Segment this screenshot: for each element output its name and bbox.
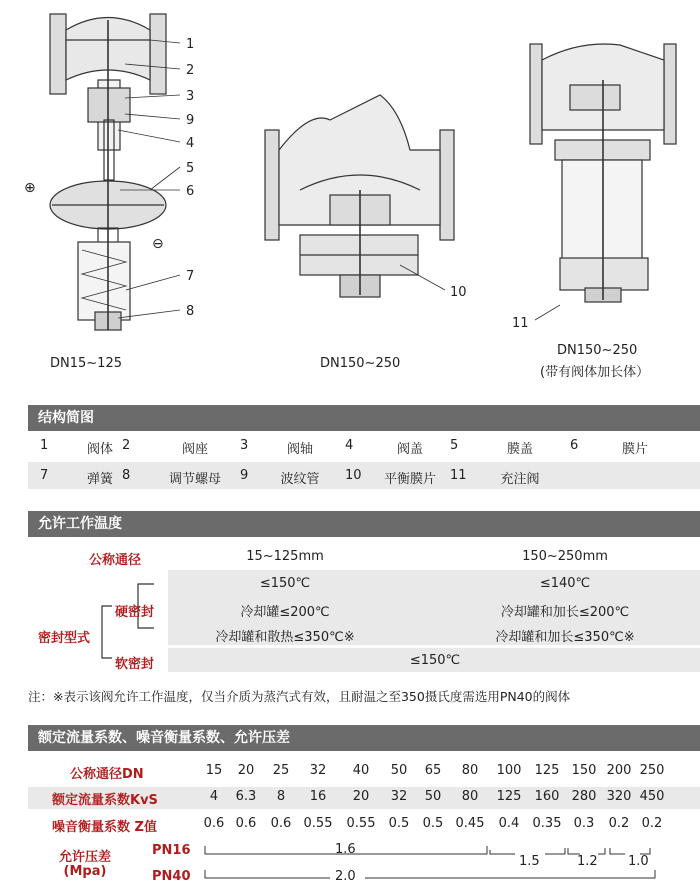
callout-4: 4: [186, 136, 195, 151]
dn-cell: 80: [461, 763, 479, 778]
z-cell: 0.2: [641, 816, 663, 831]
dn-cell: 200: [606, 763, 632, 778]
minus-symbol: ⊖: [152, 236, 164, 252]
kvs-cell: 80: [461, 789, 479, 804]
plus-symbol: ⊕: [24, 180, 36, 196]
pn40-label: PN40: [152, 869, 191, 884]
z-cell: 0.35: [532, 816, 562, 831]
kvs-label: 额定流量系数KvS: [52, 793, 158, 808]
flow-title: 额定流量系数、噪音衡量系数、允许压差: [28, 725, 700, 751]
part-number: 7: [40, 468, 49, 483]
callout-9: 9: [186, 113, 195, 128]
pn16-val-1: 1.6: [335, 842, 356, 857]
dn-cell: 125: [534, 763, 560, 778]
kvs-cell: 32: [390, 789, 408, 804]
callout-5: 5: [186, 161, 195, 176]
dn-cell: 100: [496, 763, 522, 778]
pn16-val-2: 1.5: [519, 854, 540, 869]
part-number: 3: [240, 438, 249, 453]
valve-dn150-250-drawing: [265, 95, 454, 297]
part-name: 平衡膜片: [383, 472, 436, 487]
z-label: 噪音衡量系数 Z值: [52, 820, 157, 835]
nominal-diameter-label: 公称通径: [88, 553, 141, 568]
part-name: 弹簧: [86, 472, 113, 487]
callout-7: 7: [186, 269, 195, 284]
part-number: 8: [122, 468, 131, 483]
dn-cell: 65: [424, 763, 442, 778]
temperature-note: 注：※表示该阀允许工作温度，仅当介质为蒸汽式有效，且耐温之至350摄氏度需选用PN40的阀体: [28, 689, 571, 704]
z-cell: 0.3: [573, 816, 595, 831]
z-cell: 0.5: [388, 816, 410, 831]
z-cell: 0.6: [203, 816, 225, 831]
structure-title: 结构简图: [28, 405, 700, 431]
callout-2: 2: [186, 63, 195, 78]
caption-dn15-125: DN15~125: [50, 356, 122, 371]
valve-diagrams: [0, 0, 700, 395]
z-cell: 0.2: [608, 816, 630, 831]
callout-1: 1: [186, 37, 195, 52]
kvs-cell: 450: [639, 789, 665, 804]
kvs-cell: 4: [209, 789, 219, 804]
valve-dn150-250-extended-drawing: [530, 44, 676, 302]
hard-seal-label: 硬密封: [115, 605, 155, 620]
seal-type-label: 密封型式: [38, 631, 91, 646]
kvs-cell: 8: [276, 789, 286, 804]
dn-cell: 250: [639, 763, 665, 778]
caption-dn150-250-ext: DN150~250: [557, 343, 638, 358]
z-cell: 0.55: [346, 816, 376, 831]
kvs-cell: 125: [496, 789, 522, 804]
kvs-cell: 6.3: [235, 789, 257, 804]
kvs-cell: 50: [424, 789, 442, 804]
part-name: 阀轴: [286, 442, 313, 457]
z-cell: 0.5: [422, 816, 444, 831]
callout-10: 10: [450, 285, 467, 300]
z-cell: 0.55: [303, 816, 333, 831]
kvs-cell: 16: [309, 789, 327, 804]
z-cell: 0.4: [498, 816, 520, 831]
dn-cell: 15: [205, 763, 223, 778]
pn40-val: 2.0: [335, 869, 356, 884]
hard-r2-c2: 冷却罐和加长≤200℃: [500, 605, 630, 620]
z-cell: 0.6: [270, 816, 292, 831]
temperature-title: 允许工作温度: [28, 511, 700, 537]
part-name: 调节螺母: [168, 472, 221, 487]
dn-cell: 150: [571, 763, 597, 778]
dn-label: 公称通径DN: [70, 767, 144, 782]
dn-cell: 50: [390, 763, 408, 778]
z-cell: 0.45: [455, 816, 485, 831]
pressure-label: 允许压差: [58, 850, 111, 865]
pressure-lines: [200, 840, 670, 890]
dn-cell: 25: [272, 763, 290, 778]
hard-r1-c2: ≤140℃: [539, 576, 591, 591]
callout-6: 6: [186, 184, 195, 199]
part-number: 11: [450, 468, 467, 483]
col2-header: 150~250mm: [522, 549, 608, 564]
pn16-label: PN16: [152, 843, 191, 858]
part-name: 阀体: [86, 442, 113, 457]
pn16-val-4: 1.0: [628, 854, 649, 869]
part-number: 1: [40, 438, 49, 453]
kvs-cell: 160: [534, 789, 560, 804]
hard-r3-c1: 冷却罐和散热≤350℃※: [215, 630, 355, 645]
kvs-cell: 280: [571, 789, 597, 804]
part-number: 4: [345, 438, 354, 453]
hard-r2-c1: 冷却罐≤200℃: [240, 605, 330, 620]
callout-11: 11: [512, 316, 529, 331]
part-name: 膜盖: [506, 442, 533, 457]
dn-cell: 40: [352, 763, 370, 778]
caption-ext-note: (带有阀体加长体）: [540, 365, 650, 380]
part-name: 膜片: [621, 442, 648, 457]
hard-r1-c1: ≤150℃: [259, 576, 311, 591]
part-number: 5: [450, 438, 459, 453]
part-number: 9: [240, 468, 249, 483]
part-name: 阀座: [181, 442, 208, 457]
callout-8: 8: [186, 304, 195, 319]
z-cell: 0.6: [235, 816, 257, 831]
soft-seal-label: 软密封: [115, 657, 155, 672]
part-number: 10: [345, 468, 362, 483]
part-name: 充注阀: [500, 472, 540, 487]
part-name: 波纹管: [280, 472, 320, 487]
part-name: 阀盖: [396, 442, 423, 457]
part-number: 2: [122, 438, 131, 453]
soft-value: ≤150℃: [409, 653, 461, 668]
dn-cell: 20: [237, 763, 255, 778]
part-number: 6: [570, 438, 579, 453]
pn16-val-3: 1.2: [577, 854, 598, 869]
hard-r3-c2: 冷却罐和加长≤350℃※: [495, 630, 635, 645]
col1-header: 15~125mm: [246, 549, 324, 564]
kvs-cell: 20: [352, 789, 370, 804]
valve-dn15-125-drawing: [50, 14, 166, 330]
callout-3: 3: [186, 89, 195, 104]
pressure-unit: (Mpa): [63, 864, 107, 879]
caption-dn150-250: DN150~250: [320, 356, 401, 371]
kvs-cell: 320: [606, 789, 632, 804]
dn-cell: 32: [309, 763, 327, 778]
